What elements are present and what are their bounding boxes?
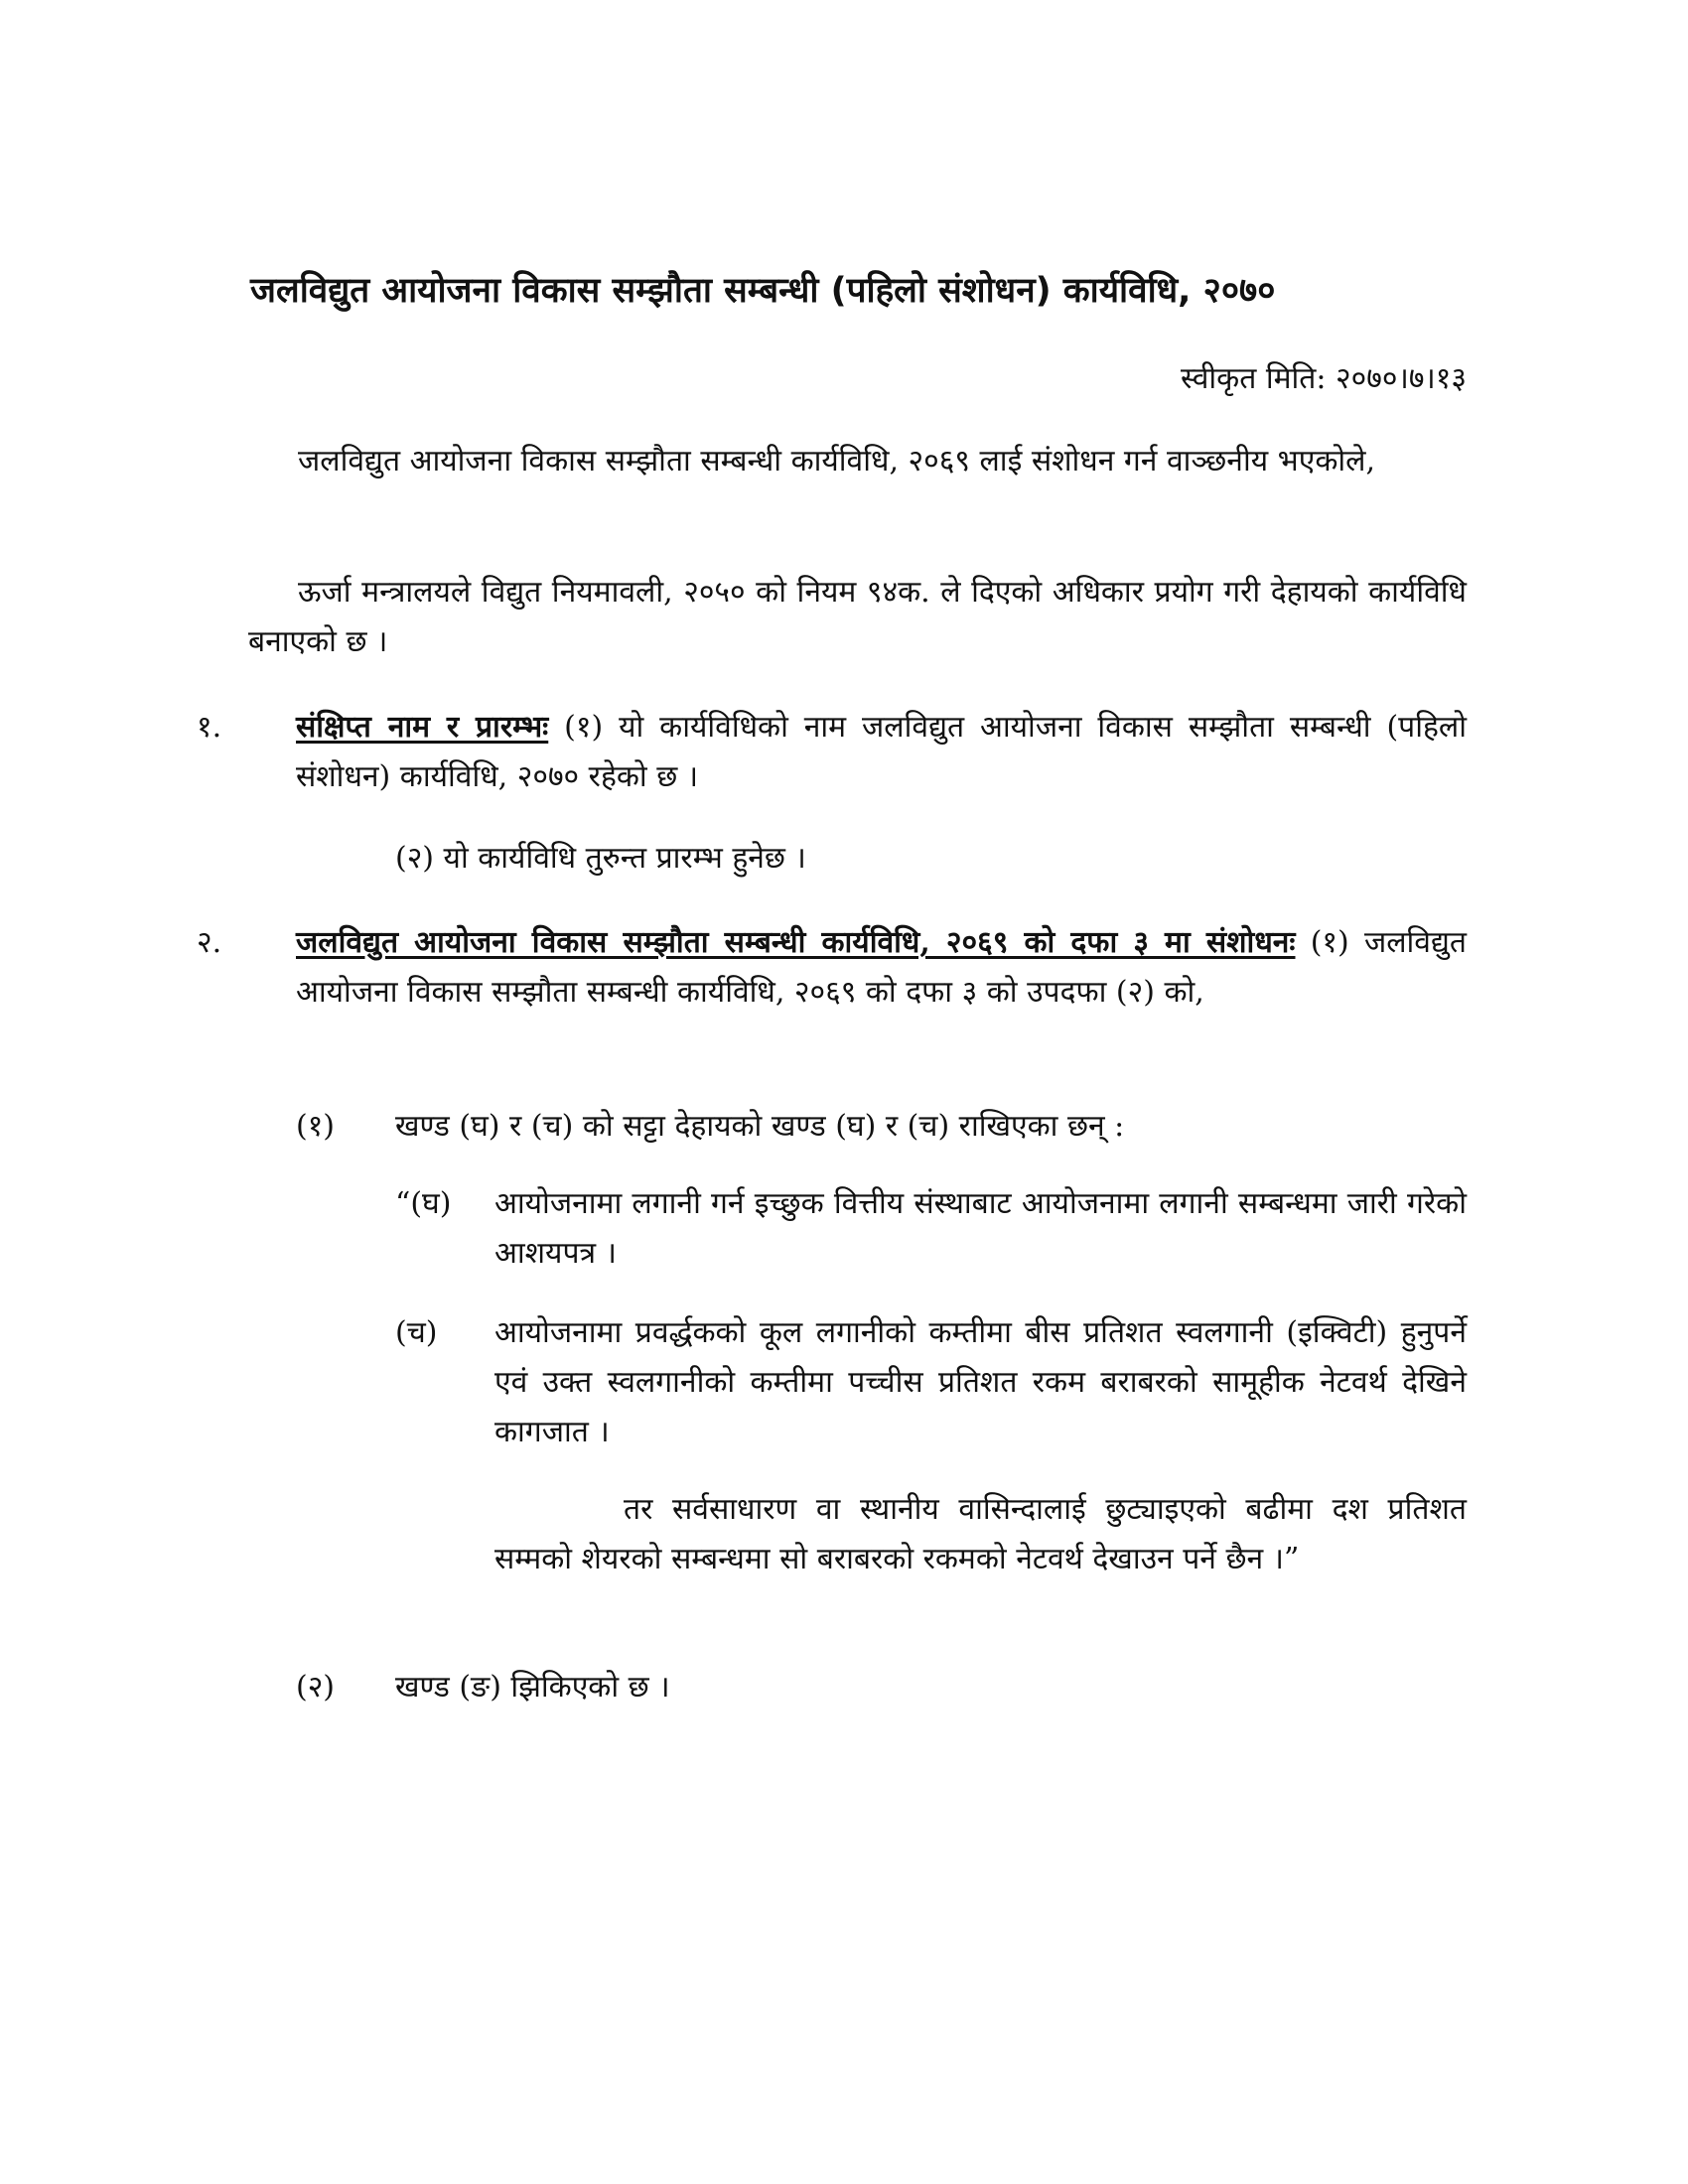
section-1-number: १. xyxy=(197,710,222,745)
section-2-heading: जलविद्युत आयोजना विकास सम्झौता सम्बन्धी कार्यविधि, २०६९ को दफा ३ मा संशोधनः xyxy=(296,925,1296,960)
preamble-paragraph-1: जलविद्युत आयोजना विकास सम्झौता सम्बन्धी कार्यविधि, २०६९ लाई संशोधन गर्न वाञ्छनीय भएकोले, xyxy=(298,444,1376,478)
section-2-paragraph xyxy=(296,918,1467,1018)
section-2-item-1-number: (१) xyxy=(296,1109,336,1144)
section-1-text: (१) यो कार्यविधिको नाम जलविद्युत आयोजना विकास सम्झौता सम्बन्धी (पहिलो संशोधन) कार्यविधि, २०७० रहेको छ । xyxy=(296,710,1468,794)
section-2-item-1-text: खण्ड (घ) र (च) को सट्टा देहायको खण्ड (घ) र (च) राखिएका छन् : xyxy=(395,1109,1125,1144)
document-title: जलविद्युत आयोजना विकास सम्झौता सम्बन्धी (पहिलो संशोधन) कार्यविधि, २०७० xyxy=(250,271,1276,311)
clause-gha-text: आयोजनामा लगानी गर्न इच्छुक वित्तीय संस्थाबाट आयोजनामा लगानी सम्बन्धमा जारी गरेको आशयपत्र । xyxy=(494,1186,1467,1271)
section-1-subsection-2: (२) यो कार्यविधि तुरुन्त प्रारम्भ हुनेछ । xyxy=(395,841,806,876)
clause-cha-label: (च) xyxy=(395,1315,438,1350)
approval-date: स्वीकृत मिति: २०७०।७।१३ xyxy=(1181,361,1467,396)
proviso-paragraph: तर सर्वसाधारण वा स्थानीय वासिन्दालाई छुट्याइएको बढीमा दश प्रतिशत सम्मको शेयरको सम्बन्धमा सो बराबरको रकमको नेटवर्थ देखाउन पर्ने छैन ।” xyxy=(494,1492,1467,1576)
section-1-paragraph xyxy=(296,703,1467,802)
preamble-paragraph-2: ऊर्जा मन्त्रालयले विद्युत नियमावली, २०५० को नियम ९४क. ले दिएको अधिकार प्रयोग गरी देहायको कार्यविधि बनाएको छ । xyxy=(248,575,1467,659)
section-2-item-2-text: खण्ड (ङ) झिकिएको छ । xyxy=(395,1670,670,1705)
section-2-item-2-number: (२) xyxy=(296,1670,336,1705)
clause-gha-label: “(घ) xyxy=(395,1186,452,1221)
section-2-text: (१) जलविद्युत आयोजना विकास सम्झौता सम्बन्धी कार्यविधि, २०६९ को दफा ३ को उपदफा (२) को, xyxy=(296,925,1467,1010)
section-2-number: २. xyxy=(197,925,222,960)
clause-cha-text: आयोजनामा प्रवर्द्धकको कूल लगानीको कम्तीमा बीस प्रतिशत स्वलगानी (इक्विटी) हुनुपर्ने एवं उक्त स्वलगानीको कम्तीमा पच्चीस प्रतिशत रकम बराबरको सामूहीक नेटवर्थ देखिने कागजात । xyxy=(494,1315,1467,1449)
section-1-heading: संक्षिप्त नाम र प्रारम्भः xyxy=(296,710,549,745)
